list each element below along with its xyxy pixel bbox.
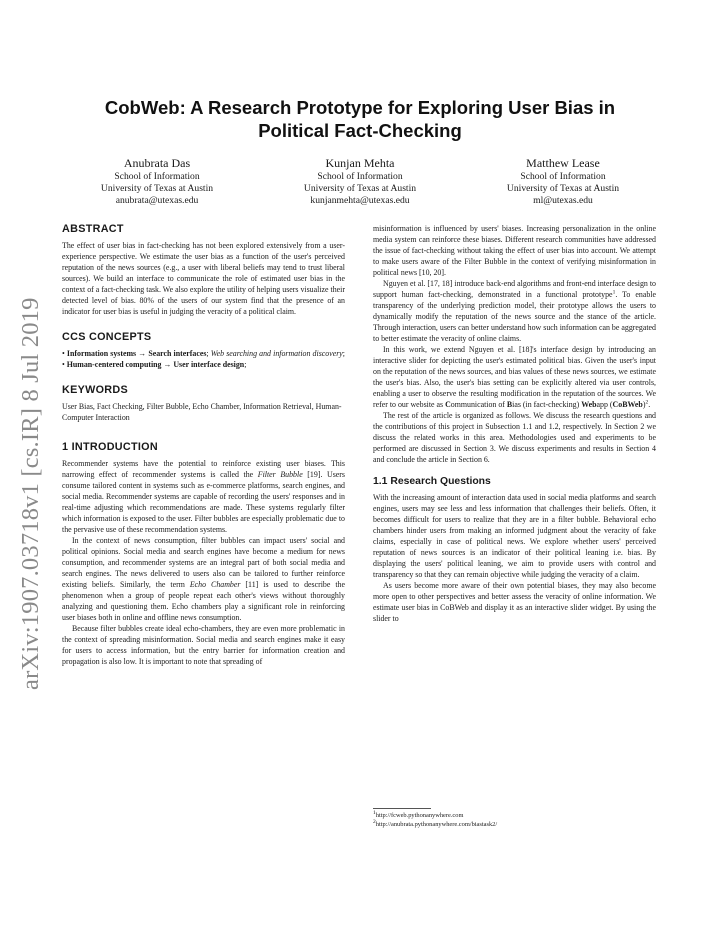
- intro-paragraph-3: Because filter bubbles create ideal echo-chambers, they are even more problematic in the context of spreading misinformation. Social media and search engines make it easy for users to access information, but the entry barrier for information creation and propagation is also low. It is important to note that spreading of: [62, 624, 345, 666]
- right-paragraph-1: misinformation is influenced by users' biases. Increasing personalization in the online media system can reinforce these biases. Different research communities have addressed the issue of fact-checking without taking the effect of user bias into account. We attempt to make users aware of the Filter Bubble in the context of verifying misinformation in political news [10, 20].: [373, 224, 656, 277]
- keywords-heading: KEYWORDS: [62, 384, 128, 396]
- author-dept: School of Information: [114, 171, 200, 182]
- author-name: Matthew Lease: [526, 156, 600, 170]
- author-block: [62, 156, 658, 208]
- author-1: [62, 156, 252, 208]
- footnote-2: $^2$http://anubrata.pythonanywhere.com/biastask2/: [373, 818, 498, 828]
- footnote-1: $^1$http://fcweb.pythonanywhere.com: [373, 809, 464, 819]
- author-email: kunjanmehta@utexas.edu: [310, 195, 410, 207]
- right-paragraph-3: In this work, we extend Nguyen et al. [18]'s interface design by introducing an interactive slider for depicting the user's estimated political bias. Given the user's input on the reputation of the news sources, and bias values of these news sources, we estimate the user's bias. Also, the user's bias setting can be explicitly altered via user controls, enabling a user to observe the resulting modification in the reputation of the sources. We refer to our website as Communication of Bias (in fact-checking) Webapp (CoBWeb)$^2$.: [373, 345, 656, 409]
- rq-paragraph-2: As users become more aware of their own potential biases, they may also become more open to other perspectives and better assess the veracity of online information. We estimate user bias in CoBWeb and display it as an interactive slider widget. By using the slider to: [373, 581, 656, 623]
- ccs-item-1-detail: Web searching and information discovery: [210, 349, 343, 358]
- title-line-1: CobWeb: A Research Prototype for Exploring User Bias in: [104, 97, 616, 118]
- author-3: [468, 156, 658, 208]
- paper-title: [62, 96, 658, 142]
- ccs-item-2: Human-centered computing → User interface design: [66, 360, 245, 369]
- author-name: Kunjan Mehta: [325, 156, 395, 170]
- author-dept: School of Information: [520, 171, 606, 182]
- author-email: anubrata@utexas.edu: [115, 195, 199, 207]
- author-univ: University of Texas at Austin: [506, 183, 620, 195]
- footnote-ref-1: 1: [612, 289, 616, 296]
- footnotes: [373, 808, 656, 829]
- author-univ: University of Texas at Austin: [303, 183, 417, 195]
- arxiv-stamp: [9, 180, 49, 700]
- author-name: Anubrata Das: [123, 156, 191, 170]
- arxiv-stamp-text: arXiv:1907.03718v1 [cs.IR] 8 Jul 2019: [17, 297, 44, 690]
- right-paragraph-4: The rest of the article is organized as follows. We discuss the research questions and the contributions of this project in Subsection 1.1 and 1.2, respectively. In Section 2 we discuss the related works in this area. Methodologies used and experiments to be performed are discussed in Section 3. We discuss experiments and results in Section 4 and conclude the article in Section 6.: [373, 411, 656, 464]
- abstract-heading: ABSTRACT: [62, 223, 124, 235]
- intro-paragraph-1: Recommender systems have the potential to reinforce existing user biases. This narrowing effect of recommender systems is called the Filter Bubble [19]. Users consume tailored content in systems such as e-commerce platforms, search engines, and social media. Recommender systems are capable of recording the users' responses and in real-time adjusting which recommendations are made. These systems regularly filter which information is exposed to the user. Filter bubbles are especially problematic due to the pervasive use of these recommendation systems.: [62, 459, 346, 534]
- ccs-concepts: • Information systems → Search interfaces; Web searching and information discovery; • Human-centered computing → User interface design;: [62, 349, 345, 369]
- intro-paragraph-2: In the context of news consumption, filter bubbles can impact users' social and political opinions. Social media and search engines have become a medium for news consumption, and recommender systems are an integral part of both social media and search engines. The news delivered to users also can be tailored to further reinforce existing beliefs. Similarly, the term Echo Chamber [11] is used to describe the phenomenon when a group of people repeat each other's views without thoroughly analyzing and questioning them. Echo chambers play a significant role in reinforcing user biases both in online and offline news consumption.: [62, 536, 345, 622]
- footnote-1-link[interactable]: http://fcweb.pythonanywhere.com: [375, 812, 464, 819]
- footnote-rule: [373, 808, 431, 809]
- right-paragraph-2: Nguyen et al. [17, 18] introduce back-end algorithms and front-end interface design to support human fact-checking, demonstrated in a functional prototype$^1$. To enable transparency of the underlying prediction model, their prototype allows the users to dynamically modify the reputation of the news source and the stance of the article. Through interaction, users can better understand how such information can be aggregated to better estimate the veracity of online claims.: [373, 279, 656, 343]
- research-questions-heading: 1.1 Research Questions: [373, 476, 491, 487]
- left-column: [62, 223, 345, 667]
- author-2: [265, 156, 455, 208]
- abstract-text: The effect of user bias in fact-checking has not been explored extensively from a user-experience perspective. We estimate the user bias as a function of the user's perceived reputation of the news sources (e.g., a user with liberal beliefs may tend to trust liberal sources). We build an interface to communicate the role of estimated user bias in the context of a fact-checking task. We also explore the utility of helping users visualize their detected level of bias. 80% of the users of our system find that the presence of an indicator for user bias is useful in judging the veracity of a political claim.: [62, 241, 345, 316]
- ccs-item-1: Information systems → Search interfaces: [66, 349, 207, 358]
- author-univ: University of Texas at Austin: [100, 183, 214, 195]
- author-dept: School of Information: [317, 171, 403, 182]
- rq-paragraph-1: With the increasing amount of interaction data used in social media platforms and search engines, users may see less and less information that challenges their beliefs. Often, it becomes difficult for users to realize that they are in a filter bubble. Behavioral echo chambers hinder users from making an informed judgment about the veracity of fake claims, especially in case of political news. We explore whether users' perceived reputation of news sources is an indicator of their political leaning i.e. bias. By displaying the users' political leaning, we aim to provide users with control and transparency so that they can remain objective while judging the veracity of a claim.: [373, 493, 656, 579]
- ccs-heading: CCS CONCEPTS: [62, 331, 152, 343]
- keywords-text: User Bias, Fact Checking, Filter Bubble, Echo Chamber, Information Retrieval, Human-Computer Interaction: [62, 402, 342, 422]
- author-email: ml@utexas.edu: [533, 195, 593, 207]
- footnote-ref-2: 2: [645, 399, 649, 406]
- title-line-2: Political Fact-Checking: [258, 120, 462, 141]
- footnote-2-link[interactable]: http://anubrata.pythonanywhere.com/biastask2/: [375, 820, 498, 828]
- introduction-heading: 1 INTRODUCTION: [62, 441, 158, 453]
- right-column: [373, 223, 656, 624]
